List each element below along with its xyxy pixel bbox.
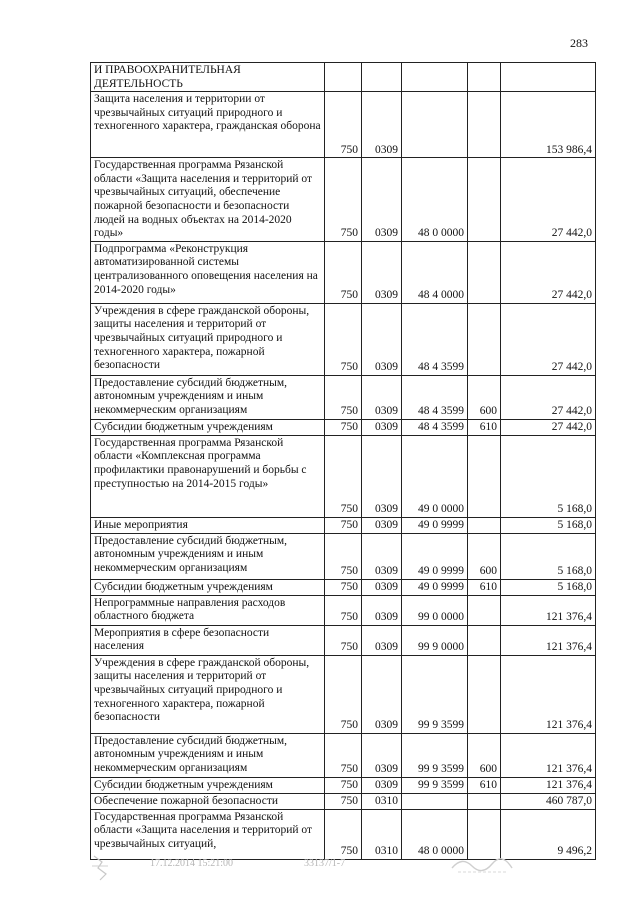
page-number: 283 [570, 36, 588, 50]
row-rz-cell: 0309 [362, 733, 402, 777]
footer [88, 852, 528, 882]
row-name-cell: Учреждения в сфере гражданской обороны, защиты населения и территорий от чрезвычайных ситуаций природного и техногенного характера, пожарной безопасности [91, 303, 325, 375]
row-sum-cell: 27 442,0 [501, 158, 596, 242]
footer-timestamp: 17.12.2014 15:21:00 [150, 858, 234, 869]
row-csr-cell: 49 0 9999 [402, 517, 468, 533]
row-rz-cell: 0309 [362, 777, 402, 793]
row-csr-cell: 99 9 3599 [402, 777, 468, 793]
row-rz-cell: 0309 [362, 303, 402, 375]
row-rz-cell: 0309 [362, 595, 402, 625]
scan-stamp-icon [88, 852, 118, 882]
row-name-cell: Предоставление субсидий бюджетным, автономным учреждениям и иным некоммерческим организациям [91, 375, 325, 419]
row-ved-cell: 750 [325, 435, 362, 517]
table-row [91, 435, 596, 517]
row-name-cell: Государственная программа Рязанской области «Комплексная программа профилактики правонарушений и борьбы с преступностью на 2014-2015 годы» [91, 435, 325, 517]
row-name-cell: Иные мероприятия [91, 517, 325, 533]
row-ved-cell: 750 [325, 419, 362, 435]
row-csr-cell: 48 0 0000 [402, 809, 468, 859]
row-vr-cell [468, 92, 501, 158]
row-rz-cell: 0309 [362, 435, 402, 517]
row-ved-cell: 750 [325, 517, 362, 533]
row-name-cell: Учреждения в сфере гражданской обороны, защиты населения и территорий от чрезвычайных ситуаций природного и техногенного характера, пожарной безопасности [91, 655, 325, 733]
row-sum-cell: 9 496,2 [501, 809, 596, 859]
scan-smudge-icon [448, 852, 518, 878]
row-csr-cell: 48 4 3599 [402, 375, 468, 419]
row-name-cell: Защита населения и территории от чрезвычайных ситуаций природного и техногенного характера, гражданская оборона [91, 92, 325, 158]
footer-doc-id: 33137/1-7 [304, 858, 346, 869]
row-ved-cell: 750 [325, 241, 362, 303]
row-rz-cell: 0309 [362, 579, 402, 595]
row-csr-cell: 48 4 0000 [402, 241, 468, 303]
row-rz-cell: 0309 [362, 533, 402, 579]
row-ved-cell: 750 [325, 625, 362, 655]
table-row [91, 595, 596, 625]
row-csr-cell: 99 9 0000 [402, 625, 468, 655]
row-name-cell: Подпрограмма «Реконструкция автоматизированной системы централизованного оповещения населения на 2014-2020 годы» [91, 241, 325, 303]
row-csr-cell: 48 4 3599 [402, 303, 468, 375]
row-csr-cell: 49 0 9999 [402, 579, 468, 595]
table-row [91, 625, 596, 655]
row-csr-cell: 99 9 3599 [402, 733, 468, 777]
table-row [91, 375, 596, 419]
row-ved-cell: 750 [325, 92, 362, 158]
row-rz-cell [362, 63, 402, 92]
row-rz-cell: 0309 [362, 517, 402, 533]
row-name-cell: И ПРАВООХРАНИТЕЛЬНАЯ ДЕЯТЕЛЬНОСТЬ [91, 63, 325, 92]
row-name-cell: Обеспечение пожарной безопасности [91, 793, 325, 809]
row-rz-cell: 0309 [362, 375, 402, 419]
row-csr-cell: 49 0 9999 [402, 533, 468, 579]
row-vr-cell: 610 [468, 777, 501, 793]
table-row [91, 419, 596, 435]
row-rz-cell: 0309 [362, 655, 402, 733]
table-row [91, 241, 596, 303]
row-sum-cell: 153 986,4 [501, 92, 596, 158]
row-name-cell: Субсидии бюджетным учреждениям [91, 579, 325, 595]
row-vr-cell [468, 793, 501, 809]
row-csr-cell [402, 92, 468, 158]
row-ved-cell: 750 [325, 303, 362, 375]
row-csr-cell: 49 0 0000 [402, 435, 468, 517]
row-sum-cell [501, 63, 596, 92]
row-name-cell: Государственная программа Рязанской области «Защита населения и территорий от чрезвычайных ситуаций, [91, 809, 325, 859]
row-sum-cell: 460 787,0 [501, 793, 596, 809]
row-rz-cell: 0309 [362, 92, 402, 158]
row-ved-cell: 750 [325, 158, 362, 242]
row-vr-cell [468, 158, 501, 242]
row-ved-cell: 750 [325, 579, 362, 595]
row-vr-cell [468, 595, 501, 625]
row-sum-cell: 5 168,0 [501, 435, 596, 517]
table-row [91, 303, 596, 375]
row-name-cell: Непрограммные направления расходов областного бюджета [91, 595, 325, 625]
row-ved-cell [325, 63, 362, 92]
table-row [91, 579, 596, 595]
row-ved-cell: 750 [325, 595, 362, 625]
table-row [91, 777, 596, 793]
row-sum-cell: 27 442,0 [501, 419, 596, 435]
row-name-cell: Государственная программа Рязанской области «Защита населения и территорий от чрезвычайных ситуаций, обеспечение пожарной безопасности и безопасности людей на водных объектах на 2014-2020 годы» [91, 158, 325, 242]
row-vr-cell: 610 [468, 579, 501, 595]
row-vr-cell: 600 [468, 533, 501, 579]
row-sum-cell: 5 168,0 [501, 579, 596, 595]
row-name-cell: Предоставление субсидий бюджетным, автономным учреждениям и иным некоммерческим организациям [91, 533, 325, 579]
row-ved-cell: 750 [325, 655, 362, 733]
row-sum-cell: 121 376,4 [501, 625, 596, 655]
row-csr-cell: 99 0 0000 [402, 595, 468, 625]
table-row [91, 733, 596, 777]
table-row [91, 92, 596, 158]
row-sum-cell: 27 442,0 [501, 375, 596, 419]
row-sum-cell: 121 376,4 [501, 655, 596, 733]
row-vr-cell [468, 63, 501, 92]
budget-table-body [91, 63, 596, 860]
row-vr-cell: 610 [468, 419, 501, 435]
row-sum-cell: 27 442,0 [501, 241, 596, 303]
table-row [91, 158, 596, 242]
row-vr-cell [468, 303, 501, 375]
row-sum-cell: 5 168,0 [501, 533, 596, 579]
row-ved-cell: 750 [325, 375, 362, 419]
row-ved-cell: 750 [325, 777, 362, 793]
row-csr-cell: 99 9 3599 [402, 655, 468, 733]
row-rz-cell: 0310 [362, 809, 402, 859]
row-ved-cell: 750 [325, 793, 362, 809]
row-sum-cell: 27 442,0 [501, 303, 596, 375]
table-row [91, 655, 596, 733]
row-name-cell: Субсидии бюджетным учреждениям [91, 419, 325, 435]
row-sum-cell: 121 376,4 [501, 733, 596, 777]
row-rz-cell: 0309 [362, 419, 402, 435]
table-row [91, 63, 596, 92]
row-vr-cell [468, 435, 501, 517]
row-csr-cell [402, 63, 468, 92]
row-ved-cell: 750 [325, 733, 362, 777]
table-row [91, 517, 596, 533]
row-vr-cell [468, 655, 501, 733]
row-name-cell: Субсидии бюджетным учреждениям [91, 777, 325, 793]
row-ved-cell: 750 [325, 809, 362, 859]
table-row [91, 793, 596, 809]
row-vr-cell: 600 [468, 375, 501, 419]
row-rz-cell: 0309 [362, 625, 402, 655]
row-vr-cell [468, 241, 501, 303]
row-sum-cell: 121 376,4 [501, 777, 596, 793]
row-csr-cell: 48 4 3599 [402, 419, 468, 435]
row-rz-cell: 0309 [362, 241, 402, 303]
budget-table [90, 62, 596, 860]
row-rz-cell: 0309 [362, 158, 402, 242]
row-rz-cell: 0310 [362, 793, 402, 809]
row-sum-cell: 121 376,4 [501, 595, 596, 625]
row-csr-cell [402, 793, 468, 809]
row-ved-cell: 750 [325, 533, 362, 579]
row-name-cell: Предоставление субсидий бюджетным, автономным учреждениям и иным некоммерческим организациям [91, 733, 325, 777]
row-vr-cell [468, 625, 501, 655]
table-row [91, 533, 596, 579]
row-sum-cell: 5 168,0 [501, 517, 596, 533]
row-vr-cell [468, 517, 501, 533]
row-csr-cell: 48 0 0000 [402, 158, 468, 242]
row-name-cell: Мероприятия в сфере безопасности населения [91, 625, 325, 655]
row-vr-cell: 600 [468, 733, 501, 777]
